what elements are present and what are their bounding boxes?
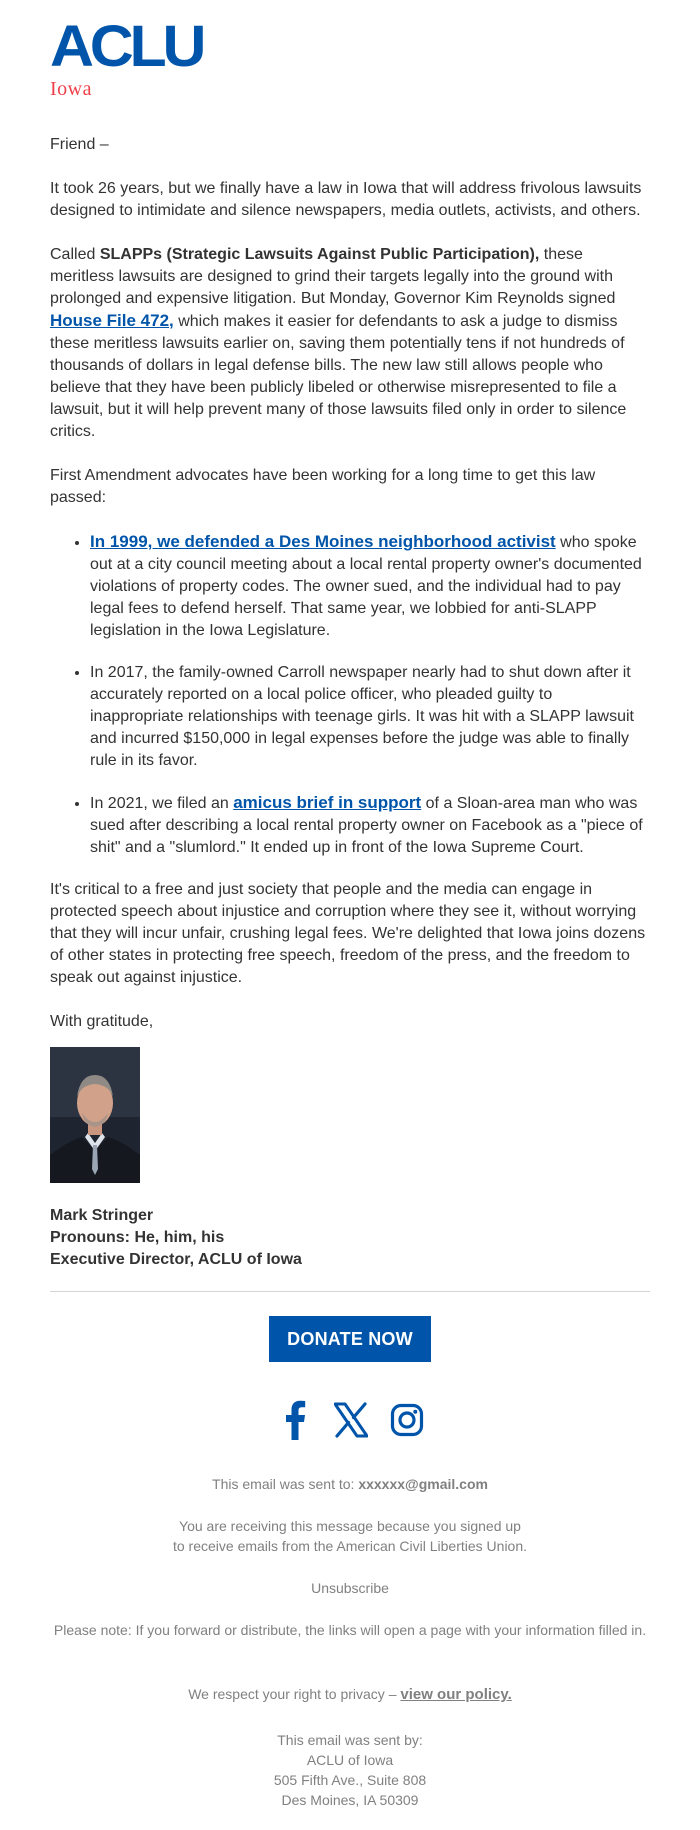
unsubscribe-link[interactable]: Unsubscribe (311, 1580, 389, 1596)
paragraph-advocates: First Amendment advocates have been working for a long time to get this law passed: (50, 467, 596, 506)
sender-org: ACLU of Iowa (306, 1752, 394, 1768)
amicus-brief-link[interactable]: amicus brief in support (233, 793, 422, 812)
house-file-link[interactable]: House File 472, (50, 311, 174, 330)
activist-link[interactable]: In 1999, we defended a Des Moines neighborhood activist (90, 532, 556, 551)
paragraph-closing-argument: It's critical to a free and just society that people and the media can engage in protected speech about injustice and corruption where they see it, without worrying that they will incur unfair, crushing legal fees. We're delighted that Iowa joins dozens of other states in protecting free speech, freedom of the press, and the freedom to speak out against injustice. (50, 881, 646, 986)
slapps-post: which makes it easier for defendants to ask a judge to dismiss these meritless lawsuits earlier on, saving them potentially tens if not hundreds of thousands of dollars in legal defense bills. The new law still allows people who believe that they have been publicly libeled or otherwise misrepresented to file a lawsuit, but it will help prevent many of those lawsuits filed only in order to silence critics. (50, 313, 627, 440)
donate-button[interactable]: DONATE NOW (269, 1316, 431, 1362)
privacy-pre: We respect your right to privacy – (188, 1686, 401, 1702)
sent-by-label: This email was sent by: (277, 1732, 423, 1748)
greeting: Friend – (50, 136, 109, 153)
list-item (90, 531, 650, 642)
logo-wordmark: ACLU (50, 14, 203, 79)
paragraph-slapps (50, 244, 650, 443)
footer-divider (50, 1291, 650, 1292)
x-icon[interactable] (334, 1400, 368, 1440)
bullet3-post: of a Sloan-area man who was sued after describing a local rental property owner on Facebook as a "piece of shit" and a "slumlord." It ended up in front of the Iowa Supreme Court. (90, 795, 643, 856)
bullet2-text: In 2017, the family-owned Carroll newspaper nearly had to shut down after it accurately reported on a local police officer, who pleaded guilty to inappropriate relationships with teenage girls. It was hit with a SLAPP lawsuit and incurred $150,000 in legal expenses before the judge was able to finally rule in its favor. (90, 664, 634, 769)
email-body (50, 134, 650, 1271)
facebook-icon[interactable] (283, 1400, 307, 1440)
sent-to-label: This email was sent to: (212, 1476, 359, 1492)
bullet3-pre: In 2021, we filed an (90, 795, 234, 812)
list-item (90, 662, 650, 772)
signer-name: Mark Stringer (50, 1207, 154, 1224)
closing: With gratitude, (50, 1013, 154, 1030)
aclu-logo[interactable] (50, 14, 203, 100)
recipient-email: xxxxxx@gmail.com (358, 1476, 488, 1492)
sender-address-line-2: Des Moines, IA 50309 (281, 1792, 419, 1808)
sender-address (50, 1730, 650, 1810)
list-item (90, 792, 650, 859)
instagram-icon[interactable] (390, 1400, 424, 1440)
signer-photo (50, 1047, 140, 1183)
receiving-line-1: You are receiving this message because you signed up (179, 1518, 521, 1534)
history-list (50, 531, 650, 859)
receiving-line-2: to receive emails from the American Civil Liberties Union. (172, 1538, 528, 1554)
logo-state: Iowa (50, 78, 92, 100)
bullet1-text: who spoke out at a city council meeting about a local rental property owner's documented violations of property codes. The owner sued, and the individual had to pay legal fees to defend herself. That same year, we lobbied for anti-SLAPP legislation in the Iowa Legislature. (90, 534, 642, 639)
signer-title: Executive Director, ACLU of Iowa (50, 1251, 302, 1268)
slapps-mid: these meritless lawsuits are designed to grind their targets legally into the ground with prolonged and expensive litigation. But Monday, Governor Kim Reynolds signed (50, 246, 616, 307)
paragraph-intro: It took 26 years, but we finally have a law in Iowa that will address frivolous lawsuits designed to intimidate and silence newspapers, media outlets, activists, and others. (50, 180, 642, 219)
sender-address-line-1: 505 Fifth Ave., Suite 808 (273, 1772, 427, 1788)
forward-note: Please note: If you forward or distribute, the links will open a page with your information filled in. (53, 1622, 647, 1638)
signer-pronouns: Pronouns: He, him, his (50, 1229, 225, 1246)
receiving-notice (50, 1516, 650, 1556)
sent-to-line (50, 1474, 650, 1494)
privacy-policy-link[interactable]: view our policy. (400, 1686, 512, 1703)
slapps-term: SLAPPs (Strategic Lawsuits Against Public Participation), (99, 246, 540, 263)
privacy-line (50, 1684, 650, 1705)
slapps-pre: Called (50, 246, 100, 263)
